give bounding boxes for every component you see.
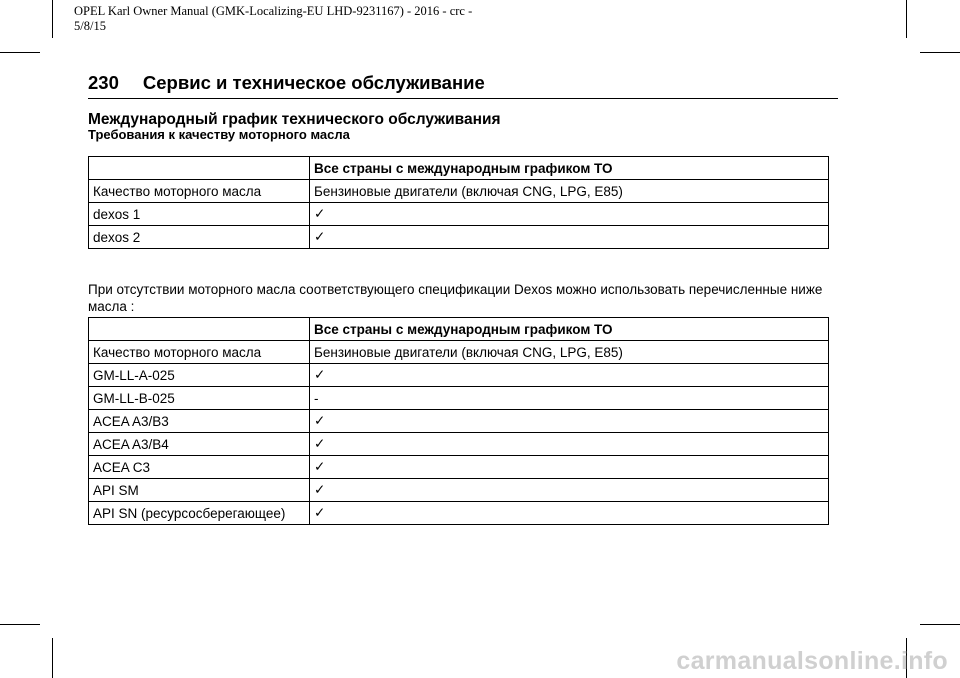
table-header-cell-region: Все страны с международным графиком ТО [310, 318, 829, 341]
table-cell-value: Бензиновые двигатели (включая CNG, LPG, E85) [310, 180, 829, 203]
page-heading [88, 72, 838, 94]
section-title: Международный график технического обслуживания [88, 111, 501, 128]
oil-quality-table-alternatives [88, 317, 829, 525]
table-cell-value: ✓ [310, 456, 829, 479]
page-number: 230 [88, 72, 119, 93]
table-cell-spec: dexos 1 [89, 203, 310, 226]
crop-mark-bottom-right-horizontal [920, 624, 960, 625]
table-cell-spec: dexos 2 [89, 226, 310, 249]
table-cell-value: ✓ [310, 502, 829, 525]
table-cell-spec: Качество моторного масла [89, 180, 310, 203]
alternative-oils-note: При отсутствии моторного масла соответствующего спецификации Dexos можно использовать перечисленные ниже масла : [88, 282, 823, 314]
oil-quality-table-dexos [88, 156, 829, 249]
heading-divider [88, 98, 838, 99]
chapter-title: Сервис и техническое обслуживание [142, 72, 485, 93]
subsection-title: Требования к качеству моторного масла [88, 127, 350, 142]
table-row [89, 479, 829, 502]
table-cell-spec: ACEA A3/B4 [89, 433, 310, 456]
table-cell-spec: ACEA C3 [89, 456, 310, 479]
table-cell-value: ✓ [310, 433, 829, 456]
table-row [89, 387, 829, 410]
table-cell-value: ✓ [310, 364, 829, 387]
table-cell-value: Бензиновые двигатели (включая CNG, LPG, E85) [310, 341, 829, 364]
table-row [89, 203, 829, 226]
table-header-row [89, 157, 829, 180]
table-row [89, 410, 829, 433]
table-cell-spec: API SM [89, 479, 310, 502]
crop-mark-top-left-vertical [52, 0, 53, 38]
table-cell-spec: ACEA A3/B3 [89, 410, 310, 433]
table-row [89, 456, 829, 479]
crop-mark-top-left-horizontal [0, 52, 40, 53]
table-row [89, 433, 829, 456]
crop-mark-bottom-left-vertical [52, 638, 53, 678]
table-header-cell-empty [89, 318, 310, 341]
table-row [89, 226, 829, 249]
print-header [74, 4, 472, 34]
print-header-line-2: 5/8/15 [74, 19, 106, 33]
table-cell-spec: GM-LL-A-025 [89, 364, 310, 387]
print-header-line-1: OPEL Karl Owner Manual (GMK-Localizing-EU LHD-9231167) - 2016 - crc - [74, 4, 473, 18]
table-header-cell-region: Все страны с международным графиком ТО [310, 157, 829, 180]
table-cell-value: ✓ [310, 479, 829, 502]
crop-mark-top-right-vertical [906, 0, 907, 38]
table-cell-spec: API SN (ресурсосберегающее) [89, 502, 310, 525]
table-row [89, 180, 829, 203]
table-header-cell-empty [89, 157, 310, 180]
table-cell-value: ✓ [310, 410, 829, 433]
table-row [89, 341, 829, 364]
crop-mark-top-right-horizontal [920, 52, 960, 53]
table-cell-spec: GM-LL-B-025 [89, 387, 310, 410]
table-cell-spec: Качество моторного масла [89, 341, 310, 364]
table-cell-value: ✓ [310, 226, 829, 249]
site-watermark: carmanualsonline.info [676, 647, 948, 675]
crop-mark-bottom-left-horizontal [0, 624, 40, 625]
table-row [89, 502, 829, 525]
table-row [89, 364, 829, 387]
table-cell-value: ✓ [310, 203, 829, 226]
table-cell-value: - [310, 387, 829, 410]
table-header-row [89, 318, 829, 341]
